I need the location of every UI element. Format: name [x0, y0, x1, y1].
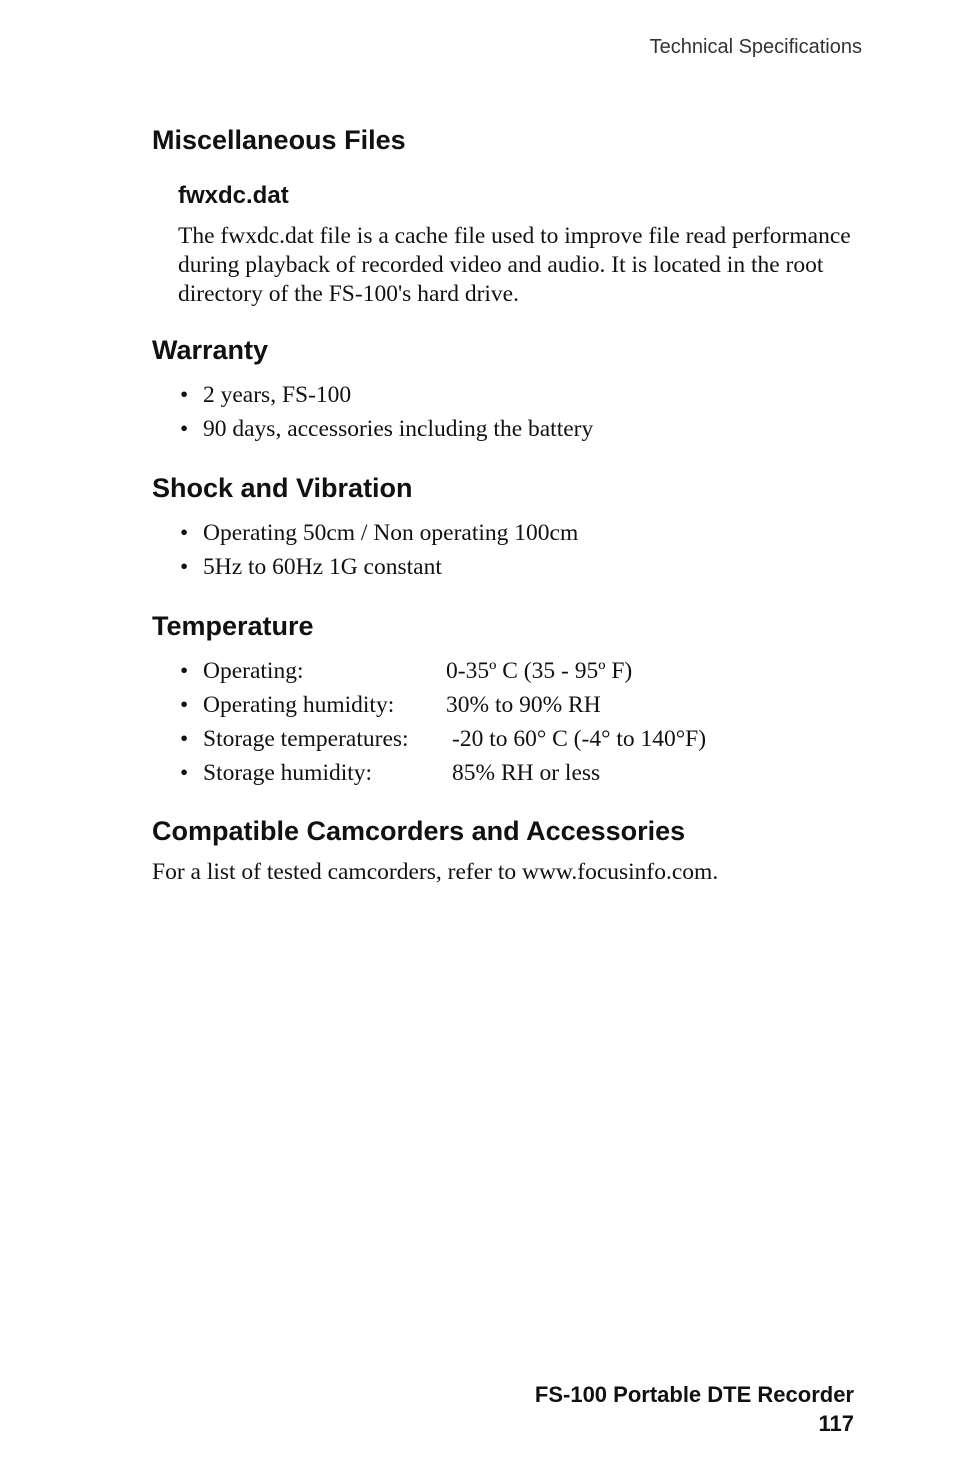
bullet-icon: • [180, 416, 189, 442]
running-header: Technical Specifications [649, 36, 862, 58]
spec-value: 30% to 90% RH [446, 692, 601, 718]
subheading-fwxdc-dat: fwxdc.dat [178, 182, 289, 209]
heading-compatible-camcorders: Compatible Camcorders and Accessories [152, 816, 686, 846]
page-footer [535, 1380, 854, 1438]
temperature-list [152, 654, 872, 790]
bullet-icon: • [180, 692, 189, 718]
list-item [180, 654, 872, 688]
bullet-icon: • [180, 520, 189, 546]
heading-shock-and-vibration: Shock and Vibration [152, 473, 413, 503]
footer-product-title: FS-100 Portable DTE Recorder [534, 1382, 854, 1407]
list-item: • 2 years, FS-100 [180, 378, 872, 412]
paragraph-compatible-camcorders: For a list of tested camcorders, refer to www.focusinfo.com. [152, 859, 719, 885]
page-content [152, 120, 872, 887]
warranty-list [152, 378, 872, 446]
list-item: • Operating 50cm / Non operating 100cm [180, 516, 872, 550]
section-temperature [152, 606, 872, 790]
list-item [180, 756, 872, 790]
bullet-icon: • [180, 382, 189, 408]
bullet-icon: • [180, 658, 189, 684]
section-compatible-camcorders [152, 811, 872, 887]
spec-value: 85% RH or less [452, 760, 601, 786]
heading-temperature: Temperature [152, 611, 314, 641]
bullet-icon: • [180, 726, 189, 752]
spec-value: -20 to 60° C (-4° to 140°F) [452, 726, 707, 752]
shock-list [152, 516, 872, 584]
heading-miscellaneous-files: Miscellaneous Files [152, 125, 406, 155]
bullet-icon: • [180, 554, 189, 580]
section-shock-and-vibration [152, 468, 872, 584]
spec-term: Operating: [203, 658, 304, 684]
section-warranty [152, 330, 872, 446]
spec-term: Storage humidity: [203, 760, 373, 786]
spec-value: 0-35º C (35 - 95º F) [446, 658, 633, 684]
section-miscellaneous-files [152, 120, 872, 309]
spec-term: Storage temperatures: [203, 726, 409, 752]
paragraph-fwxdc-description: The fwxdc.dat file is a cache file used to improve file read performance during playback of recorded video and audio. It is located in the root directory of the FS-100's hard drive. [178, 223, 851, 307]
list-item [180, 688, 872, 722]
list-item [180, 722, 872, 756]
heading-warranty: Warranty [152, 335, 269, 365]
spec-term: Operating humidity: [203, 692, 395, 718]
page-number: 117 [818, 1411, 854, 1436]
list-item: • 5Hz to 60Hz 1G constant [180, 550, 872, 584]
list-item: • 90 days, accessories including the battery [180, 412, 872, 446]
bullet-icon: • [180, 760, 189, 786]
